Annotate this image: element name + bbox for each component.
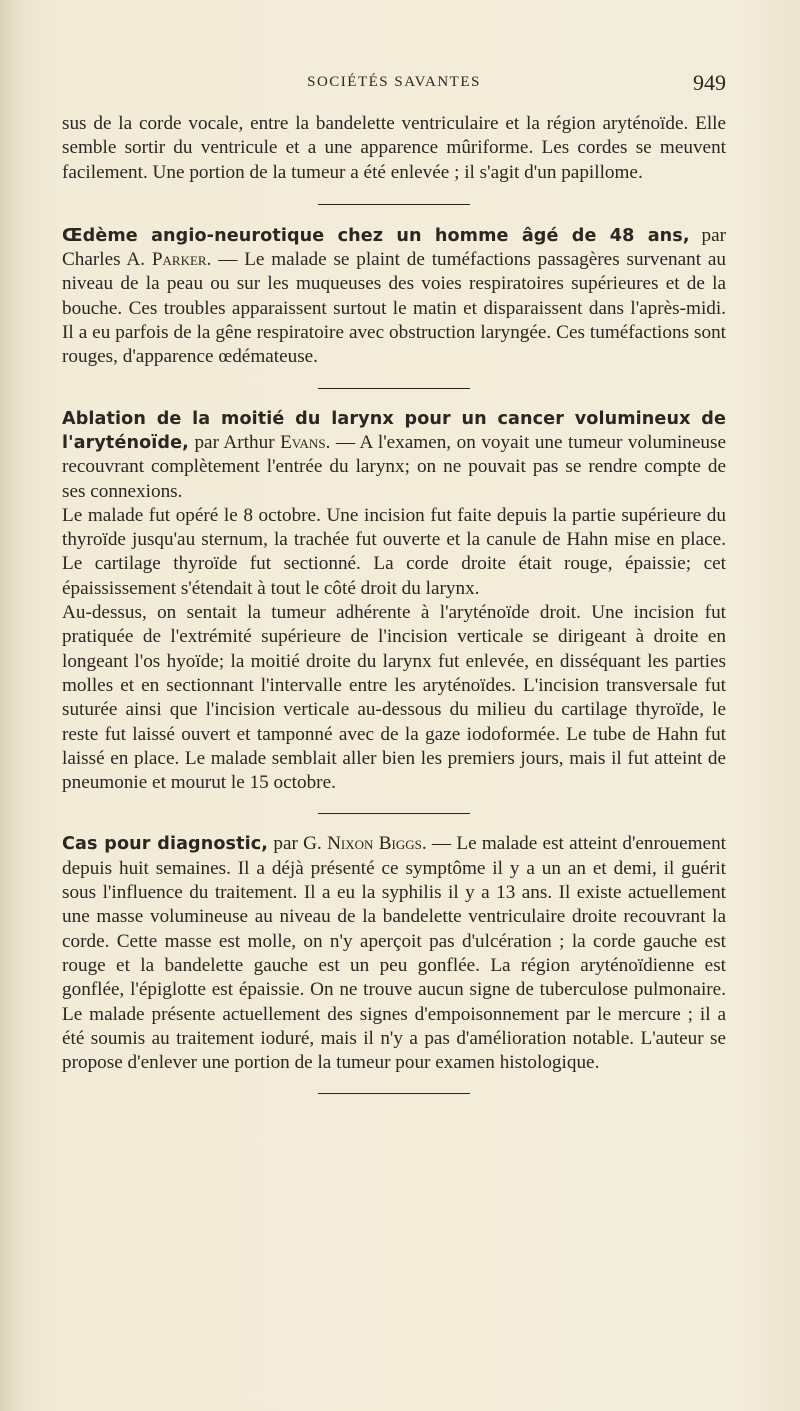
section-1-byline: par Charles A. xyxy=(62,224,726,271)
section-1-heading: Œdème angio-neurotique chez un homme âgé de 48 ans, xyxy=(62,225,690,246)
section-2-heading: Ablation de la moitié du larynx pour un cancer volumineux de l'aryténoïde, xyxy=(62,408,726,453)
page-header xyxy=(62,70,726,100)
section-2-paragraph-1 xyxy=(62,407,726,504)
section-3-author: Nixon Biggs xyxy=(327,833,422,855)
section-1-author: Parker xyxy=(151,249,207,271)
section-3-heading: Cas pour diagnostic, xyxy=(62,834,269,855)
section-1-paragraph-1 xyxy=(62,224,726,370)
intro-paragraph: sus de la corde vocale, entre la bandelette ventriculaire et la région aryténoïde. Elle semble sortir du ventricule et a une apparence mûriforme. Les cordes se meuvent facilement. Une portion de la tumeur a été enlevée ; il s'agit d'un papillome. xyxy=(62,113,726,183)
section-2-author: Evans xyxy=(280,431,326,453)
running-head: SOCIÉTÉS SAVANTES xyxy=(307,74,481,90)
section-3-paragraph-1 xyxy=(62,832,726,1075)
section-3-text-1: . — Le malade est atteint d'enrouement depuis huit semaines. Il a déjà présenté ce symptôme il y a un an et demi, il guérit sous l'influence du traitement. Il a eu la syphilis il y a 13 ans. Il existe actuellement une masse volumineuse au niveau de la bandelette ventriculaire droite recouvrant la corde. Cette masse est molle, on n'y aperçoit pas d'ulcération ; la corde gauche est rouge et la bandelette gauche est un peu gonflée. La région aryténoïdienne est gonflée, l'épiglotte est épaissie. On ne trouve aucun signe de tuberculose pulmonaire. Le malade présente actuellement des signes d'empoisonnement par le mercure ; il a été soumis au traitement ioduré, mais il n'y a pas d'amélioration notable. L'auteur se propose d'enlever une portion de la tumeur pour examen histologique. xyxy=(62,833,726,1074)
section-divider xyxy=(318,1093,470,1094)
page-number: 949 xyxy=(693,70,726,95)
section-2-paragraph-3: Au-dessus, on sentait la tumeur adhérente à l'aryténoïde droit. Une incision fut pratiquée de l'extrémité supérieure de l'incision verticale se dirigeant à droite en longeant l'os hyoïde; la moitié droite du larynx fut enlevée, en disséquant les parties molles et en sectionnant l'intervalle entre les aryténoïdes. L'incision transversale fut suturée ainsi que l'incision verticale au-dessous du milieu du cartilage thyroïde, le reste fut laissé ouvert et tamponné avec de la gaze iodoformée. Le tube de Hahn fut laissé en place. Le malade semblait aller bien les premiers jours, mais il fut atteint de pneumonie et mourut le 15 octobre. xyxy=(62,602,726,794)
section-1-text-1: . — Le malade se plaint de tuméfactions passagères survenant au niveau de la peau ou sur les muqueuses des voies respiratoires supérieures et de la bouche. Ces troubles apparaissent surtout le matin et disparaissent dans l'après-midi. Il a eu parfois de la gêne respiratoire avec obstruction laryngée. Ces tuméfactions sont rouges, d'apparence œdémateuse. xyxy=(62,249,726,368)
section-2-byline: par Arthur xyxy=(188,431,281,453)
section-2-text-1: . — A l'examen, on voyait une tumeur volumineuse recouvrant complètement l'entrée du larynx; on ne pouvait pas se rendre compte de ses connexions. xyxy=(62,431,726,502)
section-divider xyxy=(318,204,470,205)
section-divider xyxy=(318,813,470,814)
body-text xyxy=(62,112,726,1112)
section-divider xyxy=(318,388,470,389)
section-2-paragraph-2: Le malade fut opéré le 8 octobre. Une incision fut faite depuis la partie supérieure du thyroïde jusqu'au sternum, la trachée fut ouverte et la canule de Hahn mise en place. Le cartilage thyroïde fut sectionné. La corde droite était rouge, épaissie; cet épaississement s'étendait à tout le côté droit du larynx. xyxy=(62,504,726,599)
section-3-byline: par G. xyxy=(268,833,328,855)
